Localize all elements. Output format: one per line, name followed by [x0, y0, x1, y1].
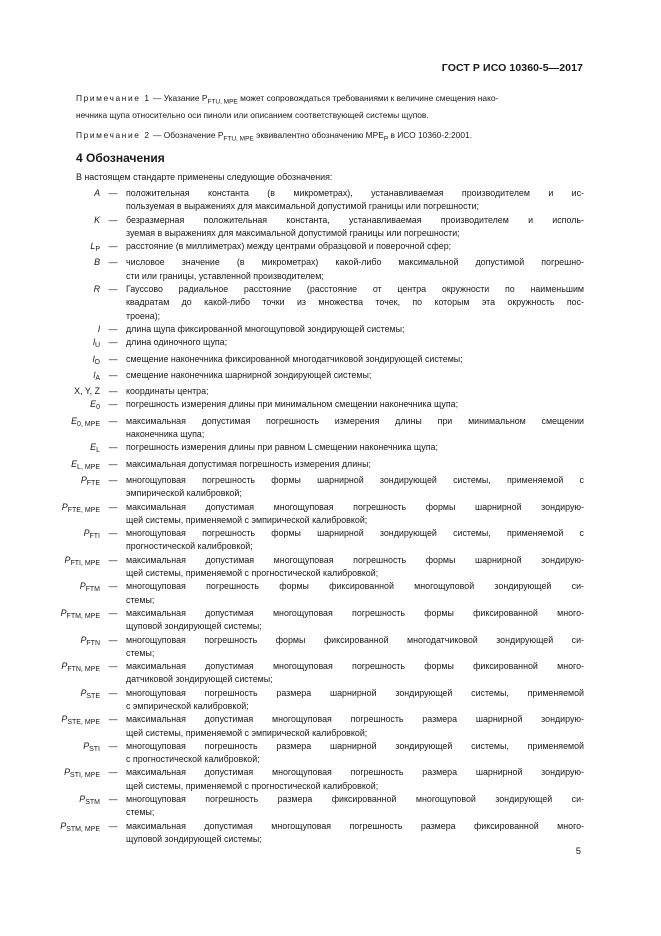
definition-line: щуповой зондирующей системы; [126, 833, 262, 844]
definition-row [28, 793, 584, 820]
definition-dash: — [108, 634, 118, 645]
definition-symbol: $P_{FTE, MPE}$ [61, 501, 100, 514]
definition-line: стемы; [126, 807, 155, 818]
definition-text [126, 283, 584, 323]
definition-line: Гауссово радиальное расстояние (расстояние от центра окружности по наименьшим [126, 284, 584, 295]
definition-text [126, 554, 584, 581]
definition-symbol: $L_P$ [90, 241, 100, 254]
definition-row [28, 240, 584, 256]
definition-text [126, 580, 584, 607]
definition-dash: — [108, 820, 118, 831]
definition-row [28, 501, 584, 528]
definition-row [28, 214, 584, 241]
definition-line: длина щупа фиксированной многощуповой зондирующей системы; [126, 323, 405, 334]
definition-dash: — [108, 661, 118, 672]
definition-dash: — [108, 399, 118, 410]
definition-symbol: $P_{FTM, MPE}$ [60, 607, 100, 620]
definition-dash: — [108, 501, 118, 512]
definition-dash: — [108, 323, 118, 334]
definition-dash: — [108, 369, 118, 380]
definition-row [28, 687, 584, 714]
definition-dash: — [108, 607, 118, 618]
definition-dash: — [108, 687, 118, 698]
note-label: Примечание 1 [76, 93, 151, 103]
definition-line: максимальная допустимая многощуповая погрешность формы фиксированной много- [126, 661, 584, 672]
note-1: Примечание 1 — Указание $P_{FTU, MPE}$ может сопровождаться требованиями к величине смещения нако- нечника щупа относительно оси пиноли или описанием соответствующей системы щупов. [76, 93, 499, 121]
definition-symbol: $l_A$ [93, 369, 100, 382]
definition-row [28, 474, 584, 501]
definition-line: щей системы, применяемой с эмпирической калибровкой; [126, 514, 368, 525]
definition-symbol: $P_{STE}$ [80, 687, 100, 700]
definition-text [126, 820, 584, 847]
definition-dash: — [108, 528, 118, 539]
definition-line: квадратам до какой-либо точки из множества точек, по которым эта окружность пос- [126, 297, 584, 308]
definition-dash: — [108, 353, 118, 364]
page-number: 5 [575, 846, 581, 857]
definition-symbol: $P_{FTI, MPE}$ [64, 554, 100, 567]
definition-text [126, 766, 584, 793]
definition-symbol: R [93, 284, 100, 295]
definition-text [126, 660, 584, 687]
definition-dash: — [108, 714, 118, 725]
definition-row [28, 660, 584, 687]
definition-dash: — [108, 740, 118, 751]
definition-line: с прогностической калибровкой; [126, 754, 260, 765]
definition-dash: — [108, 415, 118, 426]
definition-symbol: $P_{FTM}$ [79, 581, 100, 594]
definition-line: многощуповая погрешность формы фиксированной многощуповой зондирующей си- [126, 581, 584, 592]
definition-line: стемы; [126, 594, 155, 605]
definition-text [126, 187, 584, 214]
definition-dash: — [108, 794, 118, 805]
definition-line: многощуповая погрешность размера шарнирной зондирующей системы, применяемой [126, 687, 584, 698]
definition-symbol: $l_O$ [92, 353, 100, 366]
definition-line: многощуповая погрешность размера фиксированной многощуповой зондирующей си- [126, 794, 584, 805]
section-title: 4 Обозначения [76, 151, 165, 165]
definition-symbol: $l_U$ [92, 337, 100, 350]
definition-line: троена); [126, 310, 161, 321]
definition-text [126, 501, 584, 528]
definition-symbol: $E_0$ [90, 399, 100, 412]
definition-line: прогностической калибровкой; [126, 541, 253, 552]
definition-row [28, 283, 584, 323]
definition-line: стемы; [126, 647, 155, 658]
definition-symbol: $P_{FTN}$ [80, 634, 100, 647]
definition-row [28, 580, 584, 607]
definition-symbol: $P_{FTE}$ [80, 474, 100, 487]
definition-line: смещение наконечника фиксированной многодатчиковой зондирующей системы; [126, 353, 463, 364]
definition-text [126, 353, 584, 369]
definition-text [126, 214, 584, 241]
definition-line: максимальная допустимая многощуповая погрешность формы шарнирной зондирую- [126, 554, 584, 565]
definition-row [28, 607, 584, 634]
definition-symbol: K [94, 214, 100, 225]
definition-text [126, 336, 584, 352]
definition-line: щей системы, применяемой с прогностической калибровкой; [126, 780, 379, 791]
definition-symbol: l [98, 323, 100, 334]
definition-dash: — [108, 214, 118, 225]
definition-line: с эмпирической калибровкой; [126, 700, 249, 711]
definition-line: зуемая в выражениях для максимальной допустимой границы или погрешности; [126, 227, 460, 238]
definition-line: максимальная допустимая многощуповая погрешность формы шарнирной зондирую- [126, 501, 584, 512]
definition-line: наконечника щупа; [126, 429, 205, 440]
definition-row [28, 256, 584, 283]
definition-symbol: $P_{STM}$ [79, 794, 100, 807]
definition-row [28, 713, 584, 740]
definition-row [28, 554, 584, 581]
definition-row [28, 634, 584, 661]
definition-line: безразмерная положительная константа, устанавливаемая производителем и исполь- [126, 214, 584, 225]
definition-line: многощуповая погрешность формы шарнирной зондирующей системы, применяемой с [126, 474, 584, 485]
definition-row [28, 398, 584, 414]
definition-symbol: $P_{FTI}$ [83, 528, 100, 541]
definition-dash: — [108, 284, 118, 295]
definition-symbol: B [94, 257, 100, 268]
definition-row [28, 336, 584, 352]
definition-symbol: $P_{STI}$ [83, 740, 100, 753]
definition-text [126, 385, 584, 398]
definition-symbol: $E_{L, MPE}$ [71, 458, 100, 471]
definition-line: эмпирической калибровкой; [126, 488, 242, 499]
definition-line: положительная константа (в микрометрах), устанавливаемая производителем и ис- [126, 188, 584, 198]
definition-line: щуповой зондирующей системы; [126, 621, 262, 632]
definition-row [28, 527, 584, 554]
definition-text [126, 793, 584, 820]
definition-text [126, 369, 584, 385]
definition-line: максимальная допустимая многощуповая погрешность размера шарнирной зондирую- [126, 767, 584, 778]
definition-symbol: $P_{STI, MPE}$ [64, 767, 100, 780]
definitions-list [28, 187, 584, 846]
definition-dash: — [108, 581, 118, 592]
note-2: Примечание 2 — Обозначение $P_{FTU, MPE}$ эквивалентно обозначению $MPE_P$ в ИСО 10360-2:2001. [76, 129, 473, 143]
definition-line: максимальная допустимая многощуповая погрешность размера фиксированной много- [126, 820, 584, 831]
definition-row [28, 766, 584, 793]
definition-line: максимальная допустимая многощуповая погрешность формы фиксированной много- [126, 607, 584, 618]
definition-dash: — [108, 386, 118, 397]
definition-row [28, 369, 584, 385]
definition-line: длина одиночного щупа; [126, 337, 228, 348]
definition-line: многощуповая погрешность размера шарнирной зондирующей системы, применяемой [126, 740, 584, 751]
definition-line: погрешность измерения длины при минимальном смещении наконечника щупа; [126, 399, 459, 410]
definition-text [126, 458, 584, 474]
definition-line: расстояние (в миллиметрах) между центрами образцовой и поверочной сфер; [126, 241, 452, 252]
definition-line: смещение наконечника шарнирной зондирующей системы; [126, 369, 372, 380]
definition-symbol: A [94, 188, 100, 198]
definition-line: погрешность измерения длины при равном L смещении наконечника щупа; [126, 442, 438, 453]
definition-dash: — [108, 188, 118, 198]
definition-dash: — [108, 458, 118, 469]
definition-text [126, 607, 584, 634]
definition-dash: — [108, 554, 118, 565]
definition-text [126, 323, 584, 336]
definition-line: максимальная допустимая многощуповая погрешность размера шарнирной зондирую- [126, 714, 584, 725]
definition-row [28, 353, 584, 369]
definition-text [126, 474, 584, 501]
definition-row [28, 820, 584, 847]
definition-text [126, 740, 584, 767]
definition-line: максимальная допустимая погрешность измерения длины; [126, 458, 371, 469]
definition-line: координаты центра; [126, 386, 209, 397]
definition-row [28, 740, 584, 767]
definition-row [28, 187, 584, 214]
definition-text [126, 527, 584, 554]
definition-line: сти или границы, уставленной производителем; [126, 270, 324, 281]
definition-row [28, 441, 584, 457]
definition-text [126, 398, 584, 414]
definition-text [126, 415, 584, 442]
definition-text [126, 634, 584, 661]
definition-text [126, 256, 584, 283]
definition-line: щей системы, применяемой с эмпирической калибровкой; [126, 727, 368, 738]
section-intro: В настоящем стандарте применены следующие обозначения: [76, 172, 333, 182]
notes-block [76, 92, 584, 146]
definition-symbol: $E_L$ [90, 442, 100, 455]
definition-text [126, 441, 584, 457]
definition-row [28, 415, 584, 442]
definition-line: пользуемая в выражениях для максимальной допустимой границы или погрешности; [126, 201, 479, 212]
definition-symbol: $E_{0, MPE}$ [71, 415, 100, 428]
definition-row [28, 323, 584, 336]
definition-dash: — [108, 337, 118, 348]
definition-symbol: $P_{STE, MPE}$ [61, 714, 100, 727]
definition-line: многощуповая погрешность формы шарнирной зондирующей системы, применяемой с [126, 528, 584, 539]
standard-header: ГОСТ Р ИСО 10360-5—2017 [441, 62, 583, 74]
definition-dash: — [108, 257, 118, 268]
definition-symbol: $P_{STM, MPE}$ [60, 820, 100, 833]
definition-line: многощуповая погрешность формы фиксированной многодатчиковой зондирующей си- [126, 634, 584, 645]
definition-row [28, 385, 584, 398]
definition-dash: — [108, 241, 118, 252]
definition-symbol: $P_{FTN, MPE}$ [61, 661, 100, 674]
definition-line: максимальная допустимая погрешность измерения длины при минимальном смещении [126, 415, 584, 426]
definition-text [126, 687, 584, 714]
definition-text [126, 713, 584, 740]
definition-dash: — [108, 767, 118, 778]
definition-line: щей системы, применяемой с прогностической калибровкой; [126, 568, 379, 579]
definition-line: числовое значение (в микрометрах) какой-либо максимальной допустимой погрешно- [126, 257, 584, 268]
note-label: Примечание 2 [76, 129, 151, 140]
definition-text [126, 240, 584, 256]
definition-dash: — [108, 474, 118, 485]
definition-symbol: X, Y, Z [74, 386, 100, 397]
definition-row [28, 458, 584, 474]
definition-dash: — [108, 442, 118, 453]
definition-line: датчиковой зондирующей системы; [126, 674, 273, 685]
